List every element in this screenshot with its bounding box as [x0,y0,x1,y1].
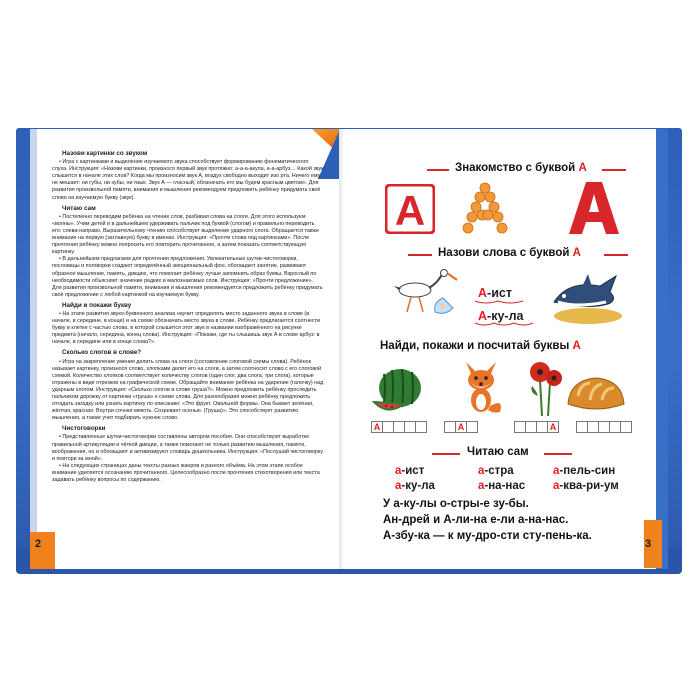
heading-find-letters [380,340,581,352]
paragraph: • Игра на закрепление умения делить слова на слоги (составление слоговой схемы слова). Ребёнок называет картинку, произнося слово, хлопками делит его на слоги, а затем соотносит слово с его слоговой схемой. Количество хлопков соответствует количеству слогов (один слог, два слога, три слога), которые отражены в виде отрезков на графической схеме. Обращайте внимание ребёнка на ударение (галочку) над ударным слогом. Инструкция: «Сколько слогов в слове груша?». Можно предложить ребёнку проследить пальчиком дорожку от картинки «груша» к схеме слова. Для разнообразия можно ребёнку предложить отгадать загадку или узнать картинку по описанию: «Это фрукт. Овальной формы. Она бывает зелёная, жёлтая, красная. Внутри сочная мякоть. Созревает осенью. (Груша)». Это способствует развитию мышления, а также учит подбирать нужное слово. [52,358,324,422]
section-title: Сколько слогов в слове? [62,349,142,357]
section-title: Назови картинки со звуком [62,150,148,157]
letter-box-start: А [371,421,383,433]
left-page-text [52,147,324,484]
paragraph: • В дальнейшем предлагаем для прочтения предложения. Увлекательные шутки-чистоговорки, пословицы и поговорки создают определённый эмоциональный фон, обогащают занятие, развивают образное мышление, память, дикцию, что помогает ребёнку лучше запомнить образ буквы. Взрослый по необходимости объясняет значение редких и малознакомых слов. Инструкция: «Прочти предложение». Для развития произвольной памяти, внимания и мышления рекомендуется предложить ребёнку придумать своё предложение с любой картинкой на изучаемую букву. [52,256,323,298]
reading-rest: -на-нас [484,480,526,492]
section-title: Читаю сам [62,204,96,212]
word-first-letter: А [478,286,488,300]
red-line [602,169,626,171]
sentence: У а-ку-лы о-стры-е зу-бы. [383,498,529,510]
wave-underline [474,322,534,327]
section-title: Чистоговорки [62,425,106,433]
paragraph: • На этапе развития звуко-буквенного анализа научит определять место заданного звука в слове (в начале, в середине, в конце) и на схеме обозначать место звука в слове. Ребёнку предлагается соотнести букву в клетке с частью слова, в которой слышится этот звук в названии изображённого на рисунке предмета (начало, середина, конец слова). Инструкция: «Покажи, где ты слышишь звук А в слове арбуз: в начале, в середине или в конце слова?». [52,310,320,346]
reading-rest: -стра [484,465,514,477]
word-aist [478,286,512,300]
reading-word [478,465,514,477]
letter-a-red: А [394,187,426,234]
stork-image [393,268,459,324]
letter-box [620,421,632,433]
reading-rest: -пель-син [559,465,616,477]
letter-box [415,421,427,433]
red-line [427,169,449,171]
reading-word [478,480,525,492]
pie-image [566,374,626,414]
heading-letter: А [578,162,587,174]
reading-word [553,465,615,477]
heading-text: Назови слова с буквой [438,247,573,259]
reading-letter: а [553,465,560,477]
letter-box [466,421,478,433]
page-number-left: 2 [35,538,42,550]
shark-image [548,266,626,326]
reading-letter: а [478,465,485,477]
reading-letter: а [395,480,402,492]
reading-word [395,465,424,477]
reading-letter: а [395,465,402,477]
red-line [408,254,432,256]
heading-text: Найди, покажи и посчитай буквы [380,340,573,352]
wave-underline [474,300,524,305]
left-page-stripe [30,129,37,569]
letter-box-end: А [547,421,559,433]
red-line [544,453,572,455]
reading-rest: -ист [401,465,425,477]
heading-letter: А [572,247,581,259]
heading-intro [455,162,587,174]
heading-text: Знакомство с буквой [455,162,579,174]
poppy-image [528,360,564,416]
page-number-right: 3 [645,538,652,550]
reading-letter: а [478,480,485,492]
paragraph: • Постепенно переводим ребёнка на чтение слов, разбивая слова на слоги. Для этого используем «волны». Учим детей и в дальнейшем удерживать пальчик под буквой (слогом) и правильно переводить его: слева-направо. Выразительному чтению способствует выделение ударного слога. Обращается также внимание на первую (заглавную) букву в именах. Инструкция: «Прочти слова под картинками». После прочтения ребёнку можно попросить его повторить прочитанное, а затем показать соответствующую картинку. [52,213,319,256]
right-blue-edge [656,129,668,569]
reading-rest: -ку-ла [401,480,435,492]
letter-a-red-icon [385,184,435,234]
paragraph: • На следующих страницах даны тексты разных жанров и разного объёма. На этом этапе особое внимание уделяется осознанию прочитанного. Целесообразно после прочтения стихотворения или текста задавать ребёнку вопросы по содержанию. [52,462,320,484]
left-orange-bar [30,532,55,569]
heading-name-words [438,247,581,259]
word-first-letter: А [478,309,488,323]
paragraph: • Игра с картинками и выделение изучаемого звука способствует формированию фонематического слуха. Инструкция: «Назови картинки, произнося первый звук протяжно: а-а-а-акула, а-а-арбуз… Какой звук слышится в начале этих слов? Когда мы произносим звук А, воздух свободно выходит изо рта. Ничего ему не мешает: ни губы, ни зубы, ни язык. Звук А — гласный, обозначать его мы будем красным цветом». Для развития произвольной памяти, внимания и мышления рекомендуем предложить ребёнку придумать своё слово на изучаемую букву (звук). [52,159,324,201]
reading-letter: а [553,480,560,492]
letter-box-middle: А [455,421,467,433]
paragraph: • Представленные шутки-чистоговорки составлены автором пособия. Они способствуют выработке правильной артикуляции и чёткой дикции, а также помогают не только развитию мышления, памяти, воображения, но и обогащают и активизируют словарь дошкольника. Инструкция: «Послушай чистоговорку и повтори за мной». [52,434,324,462]
reading-rest: -ква-ри-ум [559,480,619,492]
heading-reading: Читаю сам [467,446,529,458]
heading-letter: А [572,340,581,352]
word-akula [478,309,523,323]
sentence: Ан-дрей и А-ли-на е-ли а-на-нас. [383,514,569,526]
word-rest: -ку-ла [487,309,524,323]
watermelon-image [372,364,424,414]
letter-a-dots-icon [460,182,510,236]
word-rest: -ист [487,286,512,300]
red-line [604,254,628,256]
letter-a-outline-icon [568,180,620,236]
sentence: А-збу-ка — к му-дро-сти сту-пень-ка. [383,530,592,542]
red-line [432,453,460,455]
fox-image [456,358,506,416]
section-title: Найди и покажи букву [62,301,132,309]
reading-word [395,480,435,492]
reading-word [553,480,619,492]
